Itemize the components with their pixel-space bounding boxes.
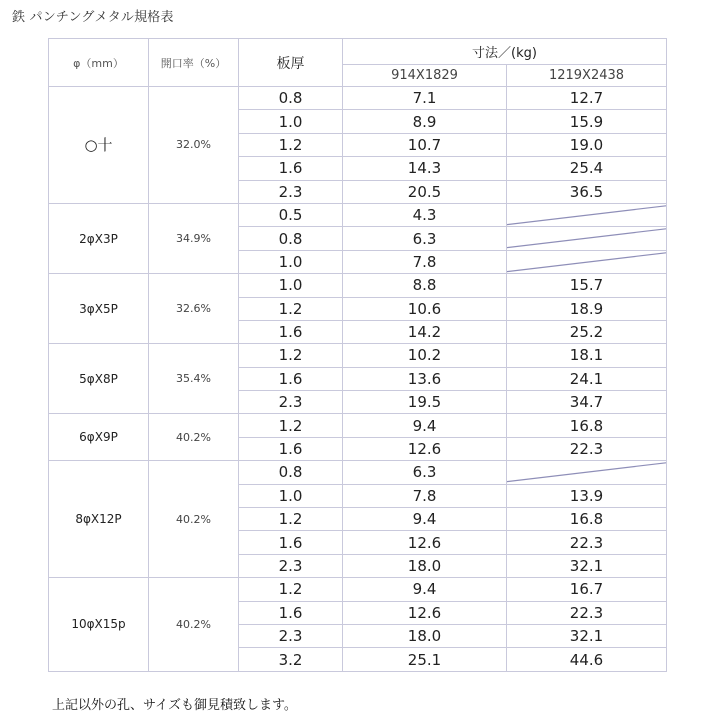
page-title: 鉄 パンチングメタル規格表	[12, 10, 174, 25]
weight-1219x2438-cell: 15.7	[507, 274, 667, 297]
weight-914x1829-cell: 25.1	[343, 648, 507, 671]
thickness-cell: 1.6	[239, 320, 343, 343]
header-thickness: 板厚	[239, 39, 343, 87]
not-available-cell	[507, 203, 667, 226]
weight-914x1829-cell: 8.9	[343, 110, 507, 133]
diagonal-slash-icon	[507, 461, 666, 483]
weight-914x1829-cell: 10.2	[343, 344, 507, 367]
thickness-cell: 1.6	[239, 601, 343, 624]
weight-914x1829-cell: 18.0	[343, 554, 507, 577]
weight-914x1829-cell: 12.6	[343, 601, 507, 624]
hole-pattern-label: 8φX12P	[49, 461, 149, 578]
thickness-cell: 2.3	[239, 624, 343, 647]
thickness-cell: 1.6	[239, 157, 343, 180]
weight-914x1829-cell: 18.0	[343, 624, 507, 647]
opening-ratio-cell: 40.2%	[149, 461, 239, 578]
thickness-cell: 0.8	[239, 461, 343, 484]
weight-1219x2438-cell: 24.1	[507, 367, 667, 390]
thickness-cell: 0.8	[239, 87, 343, 110]
opening-ratio-cell: 40.2%	[149, 578, 239, 672]
table-row	[49, 344, 667, 367]
hole-pattern-label: 10φX15p	[49, 578, 149, 672]
table-row	[49, 203, 667, 226]
thickness-cell: 1.2	[239, 508, 343, 531]
weight-1219x2438-cell: 32.1	[507, 624, 667, 647]
weight-914x1829-cell: 19.5	[343, 391, 507, 414]
thickness-cell: 0.5	[239, 203, 343, 226]
header-size-1219x2438: 1219X2438	[507, 65, 667, 87]
thickness-cell: 0.8	[239, 227, 343, 250]
weight-914x1829-cell: 6.3	[343, 227, 507, 250]
table-row	[49, 274, 667, 297]
weight-1219x2438-cell: 15.9	[507, 110, 667, 133]
thickness-cell: 1.0	[239, 484, 343, 507]
header-size-914x1829: 914X1829	[343, 65, 507, 87]
opening-ratio-cell: 34.9%	[149, 203, 239, 273]
weight-1219x2438-cell: 18.9	[507, 297, 667, 320]
hole-pattern-label: 5φX8P	[49, 344, 149, 414]
table-row	[49, 461, 667, 484]
weight-1219x2438-cell: 25.4	[507, 157, 667, 180]
weight-1219x2438-cell: 22.3	[507, 531, 667, 554]
thickness-cell: 1.0	[239, 110, 343, 133]
thickness-cell: 1.0	[239, 250, 343, 273]
thickness-cell: 3.2	[239, 648, 343, 671]
table-row	[49, 578, 667, 601]
weight-914x1829-cell: 10.6	[343, 297, 507, 320]
weight-1219x2438-cell: 44.6	[507, 648, 667, 671]
weight-914x1829-cell: 9.4	[343, 414, 507, 437]
header-dimensions: 寸法／(kg)	[343, 39, 667, 65]
diagonal-slash-icon	[507, 204, 666, 226]
weight-1219x2438-cell: 25.2	[507, 320, 667, 343]
weight-1219x2438-cell: 18.1	[507, 344, 667, 367]
weight-914x1829-cell: 6.3	[343, 461, 507, 484]
thickness-cell: 1.0	[239, 274, 343, 297]
weight-914x1829-cell: 14.3	[343, 157, 507, 180]
header-phi: φ（mm）	[49, 39, 149, 87]
weight-1219x2438-cell: 22.3	[507, 437, 667, 460]
weight-914x1829-cell: 10.7	[343, 133, 507, 156]
spec-table	[48, 38, 667, 672]
opening-ratio-cell: 40.2%	[149, 414, 239, 461]
thickness-cell: 1.2	[239, 133, 343, 156]
weight-914x1829-cell: 9.4	[343, 508, 507, 531]
table-row	[49, 414, 667, 437]
weight-914x1829-cell: 4.3	[343, 203, 507, 226]
not-available-cell	[507, 250, 667, 273]
hole-pattern-label: 3φX5P	[49, 274, 149, 344]
weight-914x1829-cell: 7.8	[343, 250, 507, 273]
not-available-cell	[507, 461, 667, 484]
thickness-cell: 1.6	[239, 437, 343, 460]
weight-1219x2438-cell: 16.8	[507, 508, 667, 531]
diagonal-slash-icon	[507, 227, 666, 249]
thickness-cell: 1.6	[239, 367, 343, 390]
weight-914x1829-cell: 9.4	[343, 578, 507, 601]
weight-1219x2438-cell: 32.1	[507, 554, 667, 577]
not-available-cell	[507, 227, 667, 250]
weight-1219x2438-cell: 16.7	[507, 578, 667, 601]
header-opening-ratio: 開口率（%）	[149, 39, 239, 87]
footer-note: 上記以外の孔、サイズも御見積致します。	[52, 698, 297, 713]
opening-ratio-cell: 35.4%	[149, 344, 239, 414]
weight-1219x2438-cell: 22.3	[507, 601, 667, 624]
weight-914x1829-cell: 12.6	[343, 531, 507, 554]
thickness-cell: 1.2	[239, 578, 343, 601]
weight-914x1829-cell: 7.1	[343, 87, 507, 110]
thickness-cell: 2.3	[239, 554, 343, 577]
opening-ratio-cell: 32.6%	[149, 274, 239, 344]
weight-914x1829-cell: 20.5	[343, 180, 507, 203]
weight-914x1829-cell: 12.6	[343, 437, 507, 460]
weight-914x1829-cell: 13.6	[343, 367, 507, 390]
thickness-cell: 1.6	[239, 531, 343, 554]
weight-914x1829-cell: 7.8	[343, 484, 507, 507]
weight-1219x2438-cell: 16.8	[507, 414, 667, 437]
diagonal-slash-icon	[507, 251, 666, 273]
thickness-cell: 1.2	[239, 344, 343, 367]
weight-1219x2438-cell: 12.7	[507, 87, 667, 110]
thickness-cell: 1.2	[239, 297, 343, 320]
weight-1219x2438-cell: 36.5	[507, 180, 667, 203]
weight-914x1829-cell: 14.2	[343, 320, 507, 343]
thickness-cell: 2.3	[239, 180, 343, 203]
hole-pattern-label: 2φX3P	[49, 203, 149, 273]
spec-table-body	[49, 87, 667, 672]
weight-914x1829-cell: 8.8	[343, 274, 507, 297]
weight-1219x2438-cell: 34.7	[507, 391, 667, 414]
thickness-cell: 1.2	[239, 414, 343, 437]
hole-pattern-label: 6φX9P	[49, 414, 149, 461]
hole-pattern-label	[49, 87, 149, 204]
weight-1219x2438-cell: 13.9	[507, 484, 667, 507]
hole-pattern-symbol: ○十	[84, 136, 113, 155]
table-row	[49, 87, 667, 110]
opening-ratio-cell: 32.0%	[149, 87, 239, 204]
weight-1219x2438-cell: 19.0	[507, 133, 667, 156]
thickness-cell: 2.3	[239, 391, 343, 414]
